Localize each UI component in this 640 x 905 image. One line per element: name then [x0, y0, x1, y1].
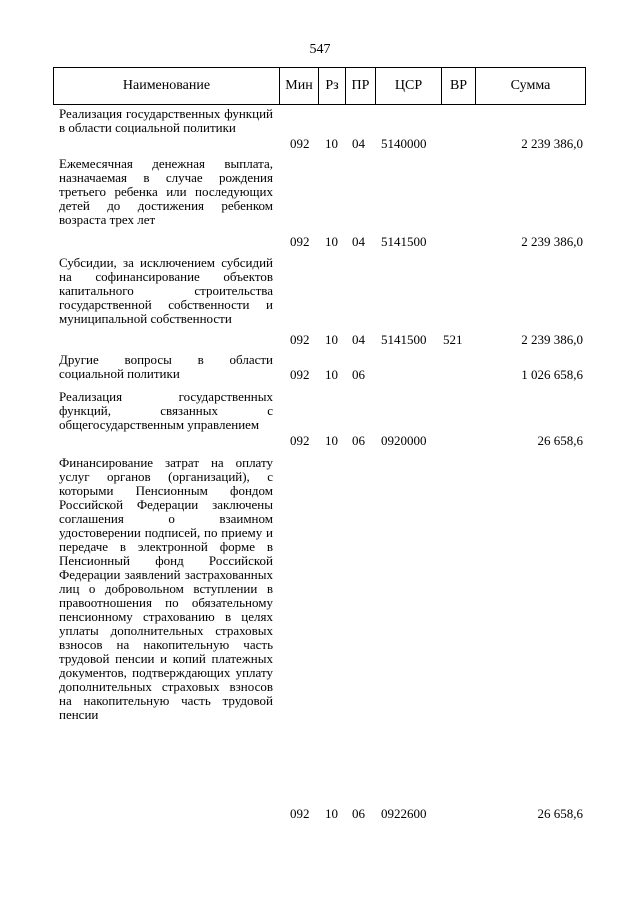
- row-pr: 04: [352, 234, 365, 249]
- row-min: 092: [290, 367, 310, 382]
- column-header-min: Мин: [279, 68, 318, 104]
- row-name: Другие вопросы в области социальной политики: [59, 352, 273, 381]
- page-number: 547: [309, 42, 331, 57]
- row-sum: 1 026 658,6: [521, 367, 583, 382]
- row-csr: 5141500: [381, 234, 427, 249]
- row-csr: 5141500: [381, 332, 427, 347]
- row-min: 092: [290, 806, 310, 821]
- column-header-sum: Сумма: [475, 68, 586, 104]
- table-header: [53, 67, 586, 105]
- row-rz: 10: [325, 332, 338, 347]
- row-pr: 06: [352, 806, 365, 821]
- row-sum: 26 658,6: [537, 433, 583, 448]
- row-min: 092: [290, 234, 310, 249]
- row-pr: 04: [352, 136, 365, 151]
- row-name: Реализация государственных функций, связанных с общегосударственным управлением: [59, 389, 273, 432]
- column-header-name: Наименование: [53, 68, 279, 104]
- row-min: 092: [290, 332, 310, 347]
- row-rz: 10: [325, 367, 338, 382]
- row-pr: 06: [352, 433, 365, 448]
- row-vr: 521: [443, 332, 463, 347]
- row-csr: 0922600: [381, 806, 427, 821]
- row-pr: 04: [352, 332, 365, 347]
- row-name: Ежемесячная денежная выплата, назначаемая в случае рождения третьего ребенка или последующих детей до достижения ребенком возраста трех лет: [59, 156, 273, 227]
- row-csr: 5140000: [381, 136, 427, 151]
- column-header-rz: Рз: [318, 68, 345, 104]
- row-name: Реализация государственных функций в области социальной политики: [59, 106, 273, 135]
- row-sum: 26 658,6: [537, 806, 583, 821]
- column-header-csr: ЦСР: [375, 68, 441, 104]
- row-name: Финансирование затрат на оплату услуг органов (организаций), с которыми Пенсионным фондом Российской Федерации заключены соглашения о взаимном удостоверении подписей, по приему и передаче в электронной форме в Пенсионный фонд Российской Федерации заявлений застрахованных лиц о добровольном вступлении в правоотношения по обязательному пенсионному страхованию в целях уплаты дополнительных страховых взносов на накопительную часть трудовой пенсии и копий платежных документов, подтверждающих уплату дополнительных страховых взносов на накопительную часть трудовой пенсии: [59, 455, 273, 722]
- row-sum: 2 239 386,0: [521, 234, 583, 249]
- column-header-vr: ВР: [441, 68, 475, 104]
- row-rz: 10: [325, 136, 338, 151]
- row-sum: 2 239 386,0: [521, 136, 583, 151]
- row-min: 092: [290, 136, 310, 151]
- column-header-pr: ПР: [345, 68, 375, 104]
- row-csr: 0920000: [381, 433, 427, 448]
- row-rz: 10: [325, 806, 338, 821]
- row-rz: 10: [325, 433, 338, 448]
- row-rz: 10: [325, 234, 338, 249]
- row-pr: 06: [352, 367, 365, 382]
- row-sum: 2 239 386,0: [521, 332, 583, 347]
- row-name: Субсидии, за исключением субсидий на софинансирование объектов капитального строительства государственной собственности и муниципальной собственности: [59, 255, 273, 326]
- row-min: 092: [290, 433, 310, 448]
